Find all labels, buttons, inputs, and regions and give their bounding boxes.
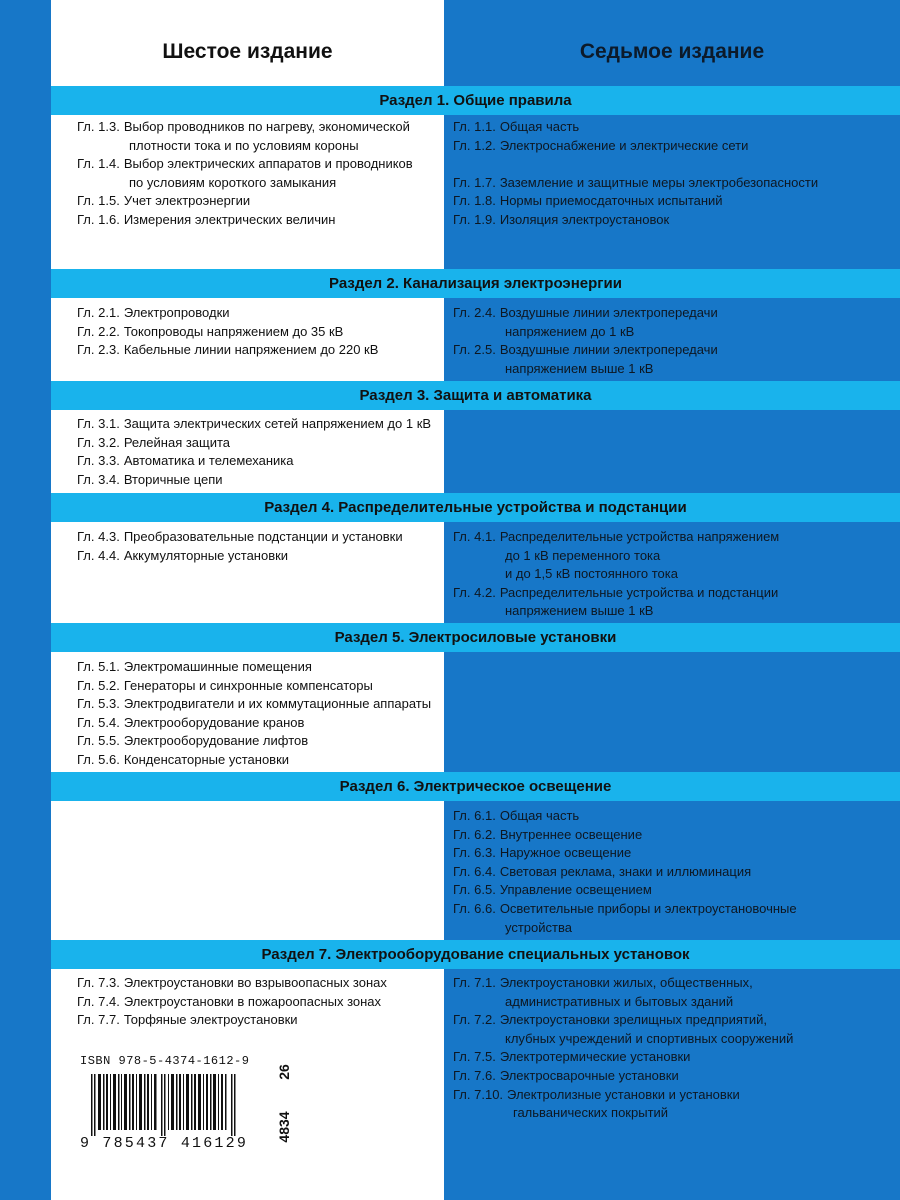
chapter-title: Кабельные линии напряжением до 220 кВ — [123, 342, 379, 358]
list-item — [453, 1086, 893, 1105]
chapter-title: Электрооборудование кранов — [123, 714, 305, 730]
chapter-title: Измерения электрических величин — [123, 211, 336, 227]
chapter-number: Гл. 7.3. — [77, 975, 120, 990]
chapter-title: Генераторы и синхронные компенсаторы — [123, 677, 373, 693]
section-1-left-list — [77, 118, 437, 230]
isbn-text: ISBN 978-5-4374-1612-9 — [80, 1054, 250, 1068]
chapter-number: Гл. 7.1. — [453, 975, 496, 990]
chapter-title-continuation: напряжением выше 1 кВ — [505, 603, 654, 619]
list-item — [77, 471, 437, 490]
section-6-right-list — [453, 807, 893, 937]
chapter-title: Нормы приемосдаточных испытаний — [499, 193, 723, 209]
chapter-title: Осветительные приборы и электроустановочные — [499, 900, 797, 916]
chapter-title: Воздушные линии электропередачи — [499, 342, 718, 358]
chapter-title: Электролизные установки и установки — [507, 1086, 740, 1102]
list-item — [453, 844, 893, 863]
chapter-title: Заземление и защитные меры электробезопасности — [499, 174, 819, 190]
chapter-title: Распределительные устройства и подстанции — [499, 584, 779, 600]
chapter-number: Гл. 1.4. — [77, 156, 120, 172]
barcode-bars — [91, 1074, 241, 1136]
chapter-number: Гл. 5.2. — [77, 677, 120, 693]
list-item — [453, 863, 893, 882]
list-item — [77, 677, 437, 696]
list-item — [453, 974, 893, 993]
chapter-number: Гл. 4.3. — [77, 529, 120, 544]
chapter-title: Световая реклама, знаки и иллюминация — [499, 863, 752, 879]
chapter-title-continuation: напряжением выше 1 кВ — [505, 360, 654, 376]
chapter-title: Токопроводы напряжением до 35 кВ — [123, 323, 344, 339]
section-header-3: Раздел 3. Защита и автоматика — [51, 381, 900, 410]
list-item — [453, 528, 893, 547]
list-item — [453, 1067, 893, 1086]
chapter-number: Гл. 7.7. — [77, 1012, 120, 1028]
chapter-number: Гл. 1.5. — [77, 193, 120, 209]
chapter-number: Гл. 1.7. — [453, 174, 496, 190]
list-item — [453, 118, 893, 137]
price-code-4834: 4834 — [276, 1111, 292, 1143]
list-item — [77, 528, 437, 547]
list-item — [77, 155, 437, 174]
list-item — [77, 415, 437, 434]
section-3-left-list — [77, 415, 437, 489]
chapter-title: Электроустановки жилых, общественных, — [499, 975, 753, 990]
list-item — [77, 192, 437, 211]
chapter-number: Гл. 7.4. — [77, 993, 120, 1009]
section-header-7: Раздел 7. Электрооборудование специальных установок — [51, 940, 900, 969]
list-item — [453, 304, 893, 323]
chapter-number: Гл. 6.1. — [453, 808, 496, 823]
chapter-number: Гл. 6.5. — [453, 882, 496, 898]
chapter-number: Гл. 2.1. — [77, 305, 120, 320]
chapter-title: Электромашинные помещения — [123, 659, 312, 674]
list-item — [77, 211, 437, 230]
chapter-number: Гл. 3.3. — [77, 453, 120, 469]
section-header-2: Раздел 2. Канализация электроэнергии — [51, 269, 900, 298]
chapter-title: Наружное освещение — [499, 845, 632, 861]
chapter-title: Воздушные линии электропередачи — [499, 305, 718, 320]
list-item — [77, 714, 437, 733]
chapter-number: Гл. 5.6. — [77, 751, 120, 767]
chapter-title: Учет электроэнергии — [123, 193, 251, 209]
chapter-number: Гл. 5.5. — [77, 733, 120, 749]
list-item — [453, 211, 893, 230]
section-7-left-list — [77, 974, 437, 1030]
chapter-number: Гл. 1.8. — [453, 193, 496, 209]
chapter-title-continuation: до 1 кВ переменного тока — [505, 547, 661, 563]
chapter-number: Гл. 6.4. — [453, 863, 496, 879]
section-2-left-list — [77, 304, 437, 360]
list-item — [77, 974, 437, 993]
chapter-title: Преобразовательные подстанции и установки — [123, 529, 403, 544]
list-item — [77, 993, 437, 1012]
list-item — [77, 452, 437, 471]
chapter-number: Гл. 6.2. — [453, 826, 496, 842]
list-item — [77, 341, 437, 360]
chapter-number: Гл. 3.2. — [77, 434, 120, 450]
chapter-title: Электроустановки зрелищных предприятий, — [499, 1012, 768, 1028]
section-2-right-list — [453, 304, 893, 378]
list-item — [453, 826, 893, 845]
section-header-1: Раздел 1. Общие правила — [51, 86, 900, 115]
chapter-title: Управление освещением — [499, 882, 652, 898]
chapter-number: Гл. 4.4. — [77, 547, 120, 563]
chapter-title: Электросварочные установки — [499, 1067, 679, 1083]
chapter-title: Электрооборудование лифтов — [123, 733, 309, 749]
chapter-title-continuation: плотности тока и по условиям короны — [129, 137, 359, 153]
chapter-title: Релейная защита — [123, 434, 231, 450]
chapter-title: Электроснабжение и электрические сети — [499, 137, 749, 153]
chapter-number: Гл. 6.3. — [453, 845, 496, 861]
list-item — [453, 881, 893, 900]
list-item — [77, 434, 437, 453]
chapter-title: Вторичные цепи — [123, 471, 223, 487]
chapter-number: Гл. 7.6. — [453, 1067, 496, 1083]
chapter-number: Гл. 1.1. — [453, 119, 496, 134]
chapter-number: Гл. 5.3. — [77, 696, 120, 712]
section-header-4: Раздел 4. Распределительные устройства и подстанции — [51, 493, 900, 522]
list-item — [77, 547, 437, 566]
list-item — [77, 695, 437, 714]
chapter-number: Гл. 3.4. — [77, 471, 120, 487]
chapter-number: Гл. 6.6. — [453, 900, 496, 916]
list-item — [77, 751, 437, 770]
section-5-left-list — [77, 658, 437, 770]
chapter-title: Электротермические установки — [499, 1049, 691, 1065]
chapter-number: Гл. 1.2. — [453, 137, 496, 153]
section-header-6: Раздел 6. Электрическое освещение — [51, 772, 900, 801]
chapter-title-continuation: гальванических покрытий — [513, 1105, 669, 1121]
chapter-title: Электроустановки в пожароопасных зонах — [123, 993, 382, 1009]
section-4-left-list — [77, 528, 437, 565]
chapter-title: Распределительные устройства напряжением — [499, 529, 780, 544]
list-item — [453, 137, 893, 156]
list-item — [453, 174, 893, 193]
chapter-title: Внутреннее освещение — [499, 826, 643, 842]
chapter-number: Гл. 3.1. — [77, 416, 120, 431]
chapter-number: Гл. 2.3. — [77, 342, 120, 358]
chapter-title: Торфяные электроустановки — [123, 1012, 298, 1028]
chapter-title-continuation: административных и бытовых зданий — [505, 993, 734, 1009]
list-item — [77, 732, 437, 751]
chapter-number: Гл. 1.6. — [77, 211, 120, 227]
chapter-title: Конденсаторные установки — [123, 751, 290, 767]
list-item — [453, 807, 893, 826]
section-header-5: Раздел 5. Электросиловые установки — [51, 623, 900, 652]
chapter-number: Гл. 2.5. — [453, 342, 496, 358]
chapter-number: Гл. 5.1. — [77, 659, 120, 674]
section-7-right-list — [453, 974, 893, 1123]
ean-number: 9 785437 416129 — [80, 1135, 249, 1152]
chapter-title: Аккумуляторные установки — [123, 547, 289, 563]
chapter-title: Изоляция электроустановок — [499, 211, 670, 227]
chapter-number: Гл. 7.10. — [453, 1086, 504, 1102]
section-4-right-list — [453, 528, 893, 621]
list-item — [77, 658, 437, 677]
list-item — [77, 118, 437, 137]
chapter-title-continuation: по условиям короткого замыкания — [129, 174, 337, 190]
chapter-title-continuation: напряжением до 1 кВ — [505, 323, 635, 339]
chapter-title: Электроустановки во взрывоопасных зонах — [123, 975, 387, 990]
chapter-number: Гл. 1.3. — [77, 119, 120, 134]
list-item — [453, 900, 893, 919]
list-item — [453, 341, 893, 360]
section-1-right-list — [453, 118, 893, 230]
chapter-title: Выбор электрических аппаратов и проводников — [123, 156, 413, 172]
price-code-26: 26 — [276, 1064, 292, 1080]
right-column-title: Седьмое издание — [579, 40, 765, 63]
chapter-number: Гл. 2.4. — [453, 305, 496, 320]
list-item — [453, 192, 893, 211]
list-item — [453, 584, 893, 603]
chapter-title: Защита электрических сетей напряжением до 1 кВ — [123, 416, 432, 431]
chapter-title: Автоматика и телемеханика — [123, 453, 294, 469]
list-item — [453, 1011, 893, 1030]
chapter-number: Гл. 7.5. — [453, 1049, 496, 1065]
list-item — [453, 1048, 893, 1067]
chapter-number: Гл. 4.2. — [453, 584, 496, 600]
chapter-title-continuation: клубных учреждений и спортивных сооружений — [505, 1030, 794, 1046]
chapter-number: Гл. 4.1. — [453, 529, 496, 544]
chapter-title: Выбор проводников по нагреву, экономической — [123, 119, 410, 134]
chapter-title-continuation: и до 1,5 кВ постоянного тока — [505, 566, 678, 582]
chapter-number: Гл. 7.2. — [453, 1012, 496, 1028]
chapter-number: Гл. 5.4. — [77, 714, 120, 730]
list-item — [77, 1011, 437, 1030]
chapter-title: Электродвигатели и их коммутационные аппараты — [123, 696, 432, 712]
left-column-title: Шестое издание — [162, 40, 333, 63]
chapter-title: Общая часть — [499, 808, 580, 823]
list-item — [77, 304, 437, 323]
chapter-number: Гл. 1.9. — [453, 211, 496, 227]
chapter-title-continuation: устройства — [505, 919, 572, 935]
chapter-number: Гл. 2.2. — [77, 323, 120, 339]
chapter-title: Электропроводки — [123, 305, 230, 320]
chapter-title: Общая часть — [499, 119, 580, 134]
list-item — [77, 323, 437, 342]
